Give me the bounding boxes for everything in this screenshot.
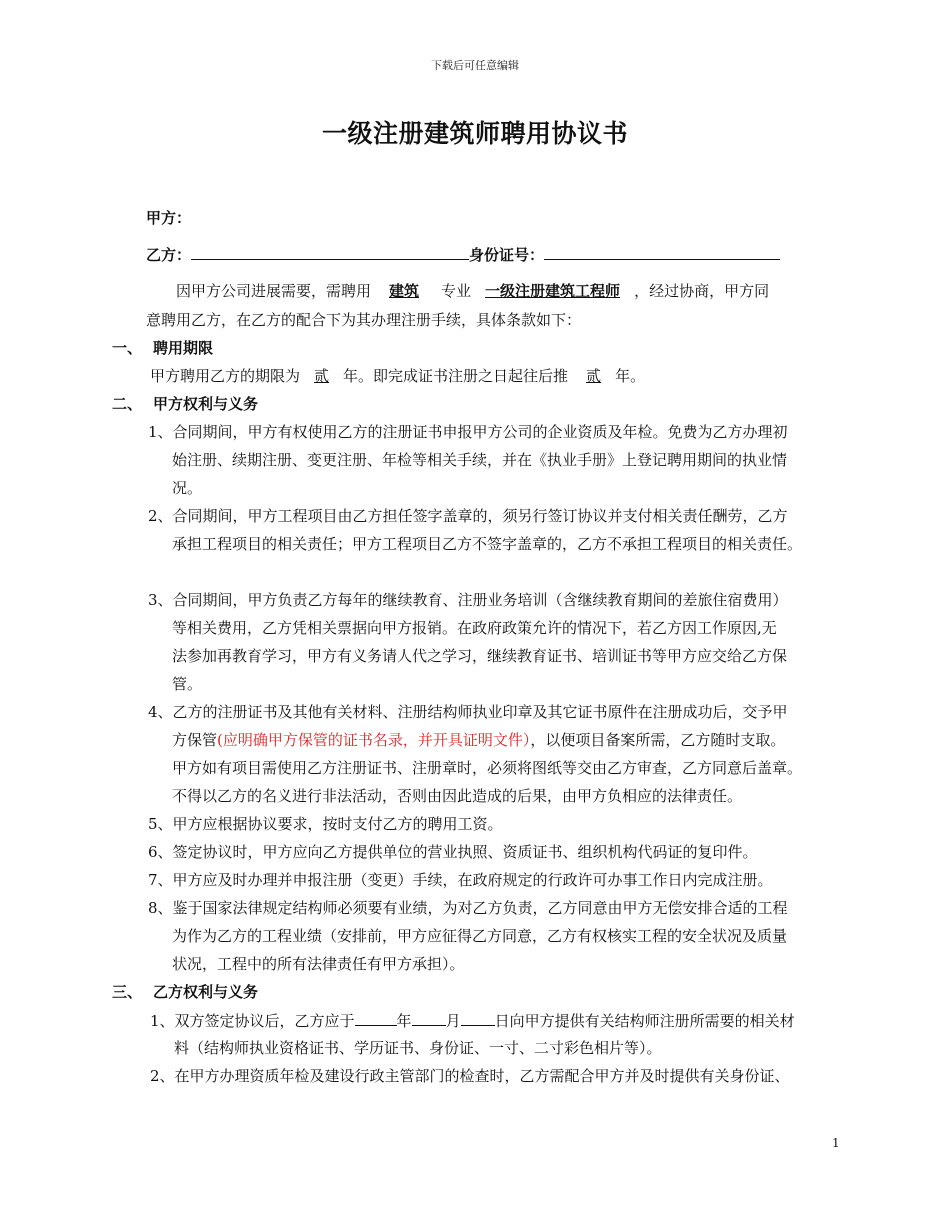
s1-years-2: 贰 bbox=[586, 367, 602, 385]
s3-item-1-line-1 bbox=[150, 1011, 795, 1030]
s2-item-1-line-2: 始注册、续期注册、变更注册、年检等相关手续，并在《执业手册》上登记聘用期间的执业情 bbox=[172, 451, 788, 469]
party-b-label: 乙方： bbox=[146, 246, 192, 264]
s2-item-4-line-2 bbox=[172, 731, 785, 749]
document-title: 一级注册建筑师聘用协议书 bbox=[321, 119, 628, 148]
s2-item-3-line-3: 法参加再教育学习，甲方有义务请人代之学习，继续教育证书、培训证书等甲方应交给乙方保 bbox=[172, 647, 788, 665]
s1-text-2: 年。即完成证书注册之日起往后推 bbox=[343, 367, 569, 385]
s2-item-1-line-3: 况。 bbox=[172, 479, 203, 497]
party-a-label: 甲方： bbox=[146, 209, 192, 227]
s1-years-1: 贰 bbox=[314, 367, 330, 385]
s1-text-1: 甲方聘用乙方的期限为 bbox=[150, 367, 301, 385]
intro-title-name: 一级注册建筑工程师 bbox=[485, 282, 621, 300]
intro-text-2: 专业 bbox=[441, 282, 472, 300]
section-2-num: 二、 bbox=[112, 395, 143, 413]
section-1-heading: 聘用期限 bbox=[153, 339, 214, 357]
section-3-num: 三、 bbox=[112, 983, 143, 1001]
intro-major: 建筑 bbox=[389, 282, 420, 300]
s2-item-7: 7、甲方应及时办理并申报注册（变更）手续，在政府规定的行政许可办事工作日内完成注册。 bbox=[148, 871, 773, 889]
s1-text-3: 年。 bbox=[615, 367, 646, 385]
s3-month-label: 月 bbox=[445, 1012, 461, 1030]
section-1-text bbox=[150, 367, 645, 385]
s3-item-1-text: 1、双方签定协议后，乙方应于 bbox=[150, 1012, 355, 1030]
header-note: 下载后可任意编辑 bbox=[431, 59, 519, 72]
s3-month-blank[interactable] bbox=[412, 1011, 446, 1026]
s2-item-5: 5、甲方应根据协议要求，按时支付乙方的聘用工资。 bbox=[148, 815, 503, 833]
s2-item-3-line-4: 管。 bbox=[172, 675, 203, 693]
s2-item-4-line-4: 不得以乙方的名义进行非法活动，否则由因此造成的后果，由甲方负相应的法律责任。 bbox=[172, 787, 743, 805]
party-b-line bbox=[146, 245, 780, 264]
s3-year-label: 年 bbox=[396, 1012, 412, 1030]
section-1-num: 一、 bbox=[112, 339, 143, 357]
id-label: 身份证号： bbox=[469, 246, 545, 264]
s3-year-blank[interactable] bbox=[355, 1011, 397, 1026]
s3-item-1-line-2: 料（结构师执业资格证书、学历证书、身份证、一寸、二寸彩色相片等）。 bbox=[174, 1039, 662, 1057]
s2-item-1-line-1: 1、合同期间，甲方有权使用乙方的注册证书申报甲方公司的企业资质及年检。免费为乙方办理初 bbox=[148, 423, 788, 441]
s2-item-4-line-3: 甲方如有项目需使用乙方注册证书、注册章时，必须将图纸等交由乙方审查，乙方同意后盖章。 bbox=[172, 759, 803, 777]
s2-item-4-line-1: 4、乙方的注册证书及其他有关材料、注册结构师执业印章及其它证书原件在注册成功后，交予甲 bbox=[148, 703, 788, 721]
s2-item-3-line-1: 3、合同期间，甲方负责乙方每年的继续教育、注册业务培训（含继续教育期间的差旅住宿费用） bbox=[148, 591, 788, 609]
intro-line-1 bbox=[176, 282, 769, 300]
s2-item-8-line-2: 为作为乙方的工程业绩（安排前，甲方应征得乙方同意，乙方有权核实工程的安全状况及质量 bbox=[172, 927, 788, 945]
s3-day-blank[interactable] bbox=[461, 1011, 495, 1026]
party-b-blank[interactable] bbox=[191, 245, 469, 260]
intro-text-3: ，经过协商，甲方同 bbox=[634, 282, 770, 300]
id-blank[interactable] bbox=[544, 245, 780, 260]
s2-item-4-red-note: (应明确甲方保管的证书名录，并开具证明文件） bbox=[217, 731, 531, 749]
intro-text-1: 因甲方公司进展需要，需聘用 bbox=[176, 282, 372, 300]
intro-line-2: 意聘用乙方，在乙方的配合下为其办理注册手续，具体条款如下： bbox=[146, 311, 582, 329]
section-3-heading: 乙方权利与义务 bbox=[153, 983, 259, 1001]
section-2-heading: 甲方权利与义务 bbox=[153, 395, 259, 413]
s2-item-3-line-2: 等相关费用，乙方凭相关票据向甲方报销。在政府政策允许的情况下，若乙方因工作原因,无 bbox=[172, 619, 777, 637]
s3-item-2: 2、在甲方办理资质年检及建设行政主管部门的检查时，乙方需配合甲方并及时提供有关身份证、 bbox=[150, 1067, 790, 1085]
s2-item-2-line-2: 承担工程项目的相关责任；甲方工程项目乙方不签字盖章的，乙方不承担工程项目的相关责任。 bbox=[172, 535, 803, 553]
page-number: 1 bbox=[832, 1136, 840, 1150]
s2-item-8-line-1: 8、鉴于国家法律规定结构师必须要有业绩，为对乙方负责，乙方同意由甲方无偿安排合适的工程 bbox=[148, 899, 788, 917]
s2-item-2-line-1: 2、合同期间，甲方工程项目由乙方担任签字盖章的，须另行签订协议并支付相关责任酬劳，乙方 bbox=[148, 507, 788, 525]
s2-item-8-line-3: 状况，工程中的所有法律责任有甲方承担）。 bbox=[172, 955, 465, 973]
s2-item-4-text: 方保管 bbox=[172, 731, 218, 749]
s2-item-6: 6、签定协议时，甲方应向乙方提供单位的营业执照、资质证书、组织机构代码证的复印件。 bbox=[148, 843, 758, 861]
s3-item-1-text-2: 日向甲方提供有关结构师注册所需要的相关材 bbox=[494, 1012, 795, 1030]
s2-item-4-text-2: ，以便项目备案所需，乙方随时支取。 bbox=[530, 731, 786, 749]
